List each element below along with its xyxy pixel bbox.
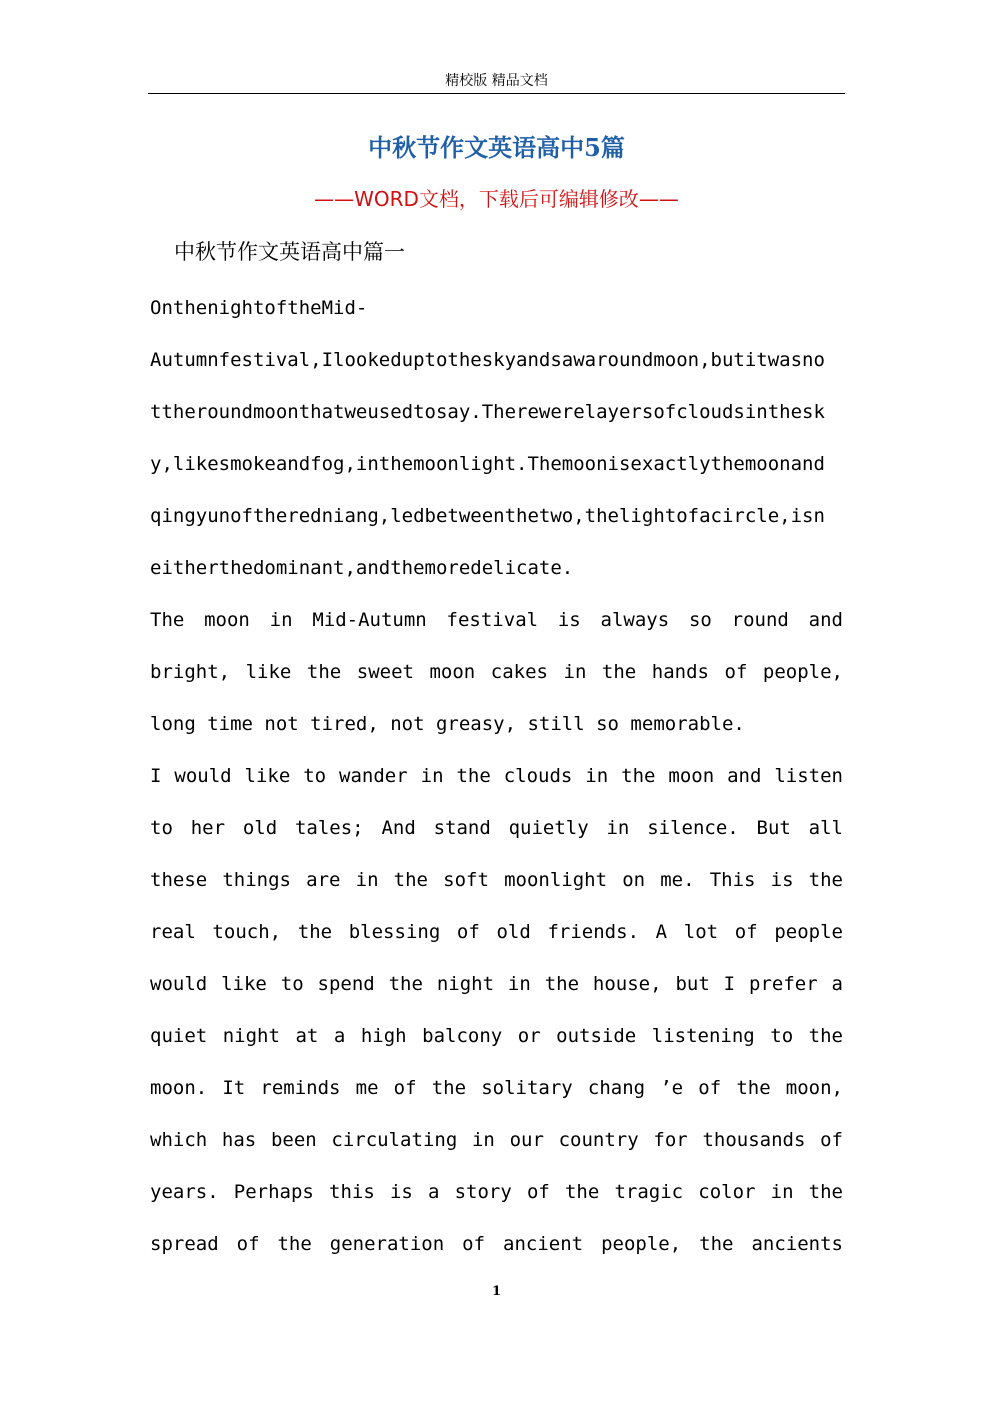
document-subtitle: ——WORD文档，下载后可编辑修改—— — [314, 187, 679, 211]
text-line: would like to spend the night in the house, but I prefer a — [150, 973, 843, 995]
text-line: y,likesmokeandfog,inthemoonlight.Themoonisexactlythemoonand — [150, 453, 825, 475]
paragraph-1 — [150, 282, 843, 594]
text-line: which has been circulating in our country for thousands of — [150, 1129, 843, 1151]
text-line: to her old tales; And stand quietly in silence. But all — [150, 817, 843, 839]
text-line: real touch, the blessing of old friends. A lot of people — [150, 921, 843, 943]
text-line: bright, like the sweet moon cakes in the hands of people, — [150, 661, 843, 683]
text-line: qingyunoftheredniang,ledbetweenthetwo,thelightofacircle,isn — [150, 505, 825, 527]
text-line: Autumnfestival,Ilookeduptotheskyandsawaroundmoon,butitwasno — [150, 349, 825, 371]
header-label: 精校版 精品文档 — [445, 73, 548, 89]
text-line: OnthenightoftheMid- — [150, 297, 368, 319]
text-line: The moon in Mid-Autumn festival is always so round and — [150, 609, 843, 631]
page-number: 1 — [491, 1284, 502, 1299]
text-line: quiet night at a high balcony or outside listening to the — [150, 1025, 843, 1047]
text-line: long time not tired, not greasy, still so memorable. — [150, 713, 745, 735]
paragraph-3 — [150, 750, 843, 1270]
document-title: 中秋节作文英语高中5篇 — [368, 133, 625, 162]
text-line: these things are in the soft moonlight on me. This is the — [150, 869, 843, 891]
text-line: ttheroundmoonthatweusedtosay.Therewerelayersofcloudsinthesk — [150, 401, 825, 423]
text-line: moon. It reminds me of the solitary chang ’e of the moon, — [150, 1077, 843, 1099]
paragraph-2 — [150, 594, 843, 750]
text-line: spread of the generation of ancient people, the ancients — [150, 1233, 843, 1255]
text-line: years. Perhaps this is a story of the tragic color in the — [150, 1181, 843, 1203]
document-body — [150, 282, 843, 1270]
text-line: I would like to wander in the clouds in the moon and listen — [150, 765, 843, 787]
text-line: eitherthedominant,andthemoredelicate. — [150, 557, 574, 579]
header-divider — [148, 93, 845, 94]
section-heading: 中秋节作文英语高中篇一 — [174, 240, 405, 264]
